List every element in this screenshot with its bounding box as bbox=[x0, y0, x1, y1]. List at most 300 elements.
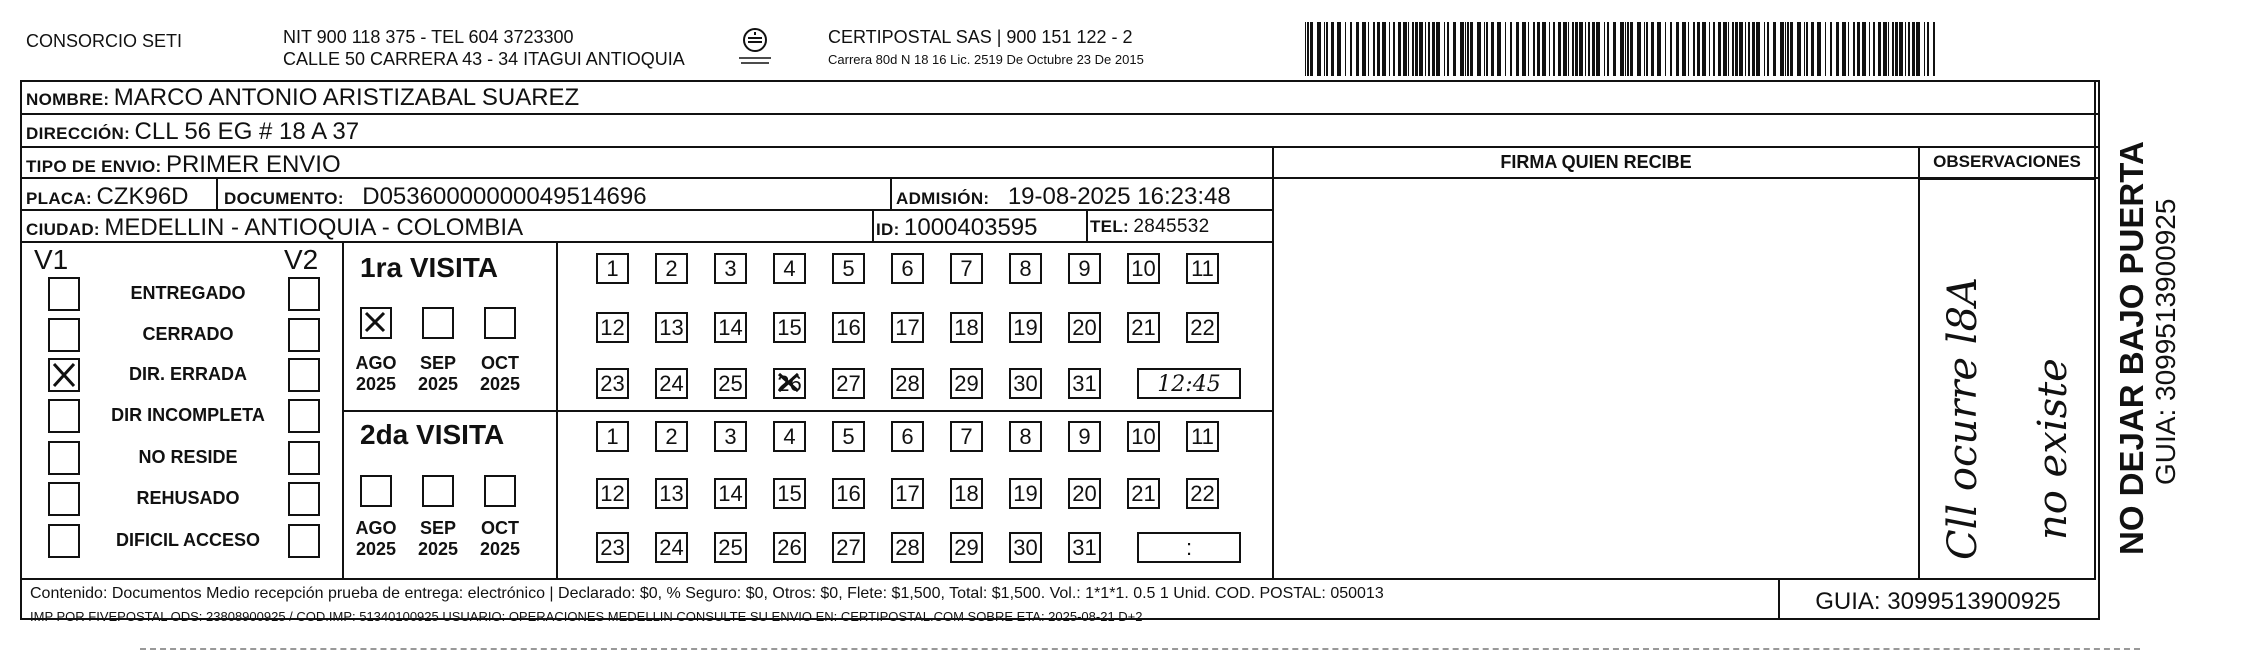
month-name: SEP bbox=[419, 518, 457, 538]
status-v1-checkbox[interactable] bbox=[48, 524, 80, 558]
observation-line-2: no existe bbox=[2030, 358, 2076, 540]
day-box[interactable] bbox=[773, 312, 806, 343]
day-box[interactable] bbox=[655, 478, 688, 509]
barcode-bar bbox=[1657, 22, 1661, 76]
day-number: 21 bbox=[1131, 315, 1156, 340]
barcode-bar bbox=[1542, 22, 1546, 76]
status-label: DIR INCOMPLETA bbox=[111, 405, 265, 425]
company-name: CONSORCIO SETI bbox=[26, 31, 183, 51]
day-number: 15 bbox=[777, 481, 802, 506]
barcode-bar bbox=[1428, 22, 1430, 76]
tel-content bbox=[1090, 216, 1210, 238]
day-number: 7 bbox=[960, 256, 973, 281]
day-number: 27 bbox=[836, 535, 861, 560]
day-number: 4 bbox=[783, 424, 796, 449]
barcode-bar bbox=[1912, 22, 1915, 76]
day-number: 12 bbox=[600, 481, 625, 506]
day-number: 29 bbox=[954, 371, 979, 396]
status-v1-checkbox[interactable] bbox=[48, 441, 80, 475]
barcode-bar bbox=[1787, 22, 1789, 76]
barcode-bar bbox=[1670, 22, 1672, 76]
status-v2-checkbox[interactable] bbox=[288, 277, 320, 311]
day-box[interactable] bbox=[596, 421, 629, 452]
day-number: 22 bbox=[1190, 481, 1215, 506]
barcode-bar bbox=[1817, 22, 1821, 76]
observations-header-line bbox=[1920, 178, 2094, 180]
day-box[interactable] bbox=[1068, 312, 1101, 343]
day-box[interactable] bbox=[832, 478, 865, 509]
month-name: OCT bbox=[481, 353, 519, 373]
day-number: 5 bbox=[842, 424, 855, 449]
day-box[interactable] bbox=[773, 532, 806, 563]
status-label: CERRADO bbox=[142, 324, 234, 344]
day-box[interactable] bbox=[1009, 253, 1042, 284]
carrier-line: CERTIPOSTAL SAS | 900 151 122 - 2 bbox=[828, 27, 1133, 47]
day-number: 1 bbox=[606, 424, 619, 449]
barcode-bar bbox=[1568, 22, 1569, 76]
barcode-bar bbox=[1553, 22, 1555, 76]
barcode-bar bbox=[1337, 22, 1341, 76]
barcode-bar bbox=[1408, 22, 1409, 76]
day-box[interactable] bbox=[891, 312, 924, 343]
barcode-bar bbox=[1604, 22, 1605, 76]
barcode-bar bbox=[1905, 22, 1906, 76]
status-v2-checkbox[interactable] bbox=[288, 482, 320, 516]
day-number: 17 bbox=[895, 481, 920, 506]
barcode-bar bbox=[1908, 22, 1910, 76]
barcode-bar bbox=[1836, 22, 1839, 76]
barcode-bar bbox=[1356, 22, 1359, 76]
barcode-bar bbox=[1572, 22, 1574, 76]
day-box[interactable] bbox=[773, 421, 806, 452]
city-label: CIUDAD: bbox=[26, 220, 100, 239]
admission-content bbox=[896, 183, 1231, 211]
month-name: OCT bbox=[481, 518, 519, 538]
barcode-bar bbox=[1899, 22, 1903, 76]
day-number: 11 bbox=[1191, 424, 1214, 449]
v1-header: V1 bbox=[34, 244, 69, 275]
barcode-bar bbox=[1718, 22, 1721, 76]
day-number: 3 bbox=[724, 424, 737, 449]
barcode-bar bbox=[1505, 22, 1506, 76]
day-box[interactable] bbox=[950, 368, 983, 399]
day-box[interactable] bbox=[655, 368, 688, 399]
day-number: 17 bbox=[895, 315, 920, 340]
barcode-bar bbox=[1444, 22, 1445, 76]
day-box[interactable] bbox=[773, 368, 806, 399]
recipient-address: CLL 56 EG # 18 A 37 bbox=[134, 118, 360, 145]
month-year: 2025 bbox=[479, 374, 521, 394]
month-checkbox[interactable] bbox=[360, 307, 392, 339]
tel-label: TEL: bbox=[1090, 217, 1129, 236]
day-box[interactable] bbox=[891, 532, 924, 563]
barcode-bar bbox=[1447, 22, 1449, 76]
day-box[interactable] bbox=[832, 421, 865, 452]
barcode-bar bbox=[1895, 22, 1898, 76]
day-number: 27 bbox=[836, 371, 861, 396]
day-box[interactable] bbox=[714, 532, 747, 563]
day-number: 31 bbox=[1072, 535, 1097, 560]
footer-print-line: IMP POR FIVEPOSTAL ODS: 23808900925 / COD.IMP: 51340100925 USUARIO: OPERACIONES MEDELLIN CONSULTE SU ENVIO EN: CERTIPOSTAL.COM SOBRE ETA: 2025-08-21 D+2 bbox=[30, 609, 1143, 624]
barcode-bar bbox=[1811, 22, 1814, 76]
barcode-bar bbox=[1368, 22, 1369, 76]
status-v1-checkbox[interactable] bbox=[48, 482, 80, 516]
day-box[interactable] bbox=[655, 312, 688, 343]
status-v1-checkbox[interactable] bbox=[48, 399, 80, 433]
barcode-bar bbox=[1453, 22, 1456, 76]
barcode-bar bbox=[1735, 22, 1738, 76]
status-label: ENTREGADO bbox=[130, 283, 246, 303]
day-number: 7 bbox=[960, 424, 973, 449]
barcode-bar bbox=[1563, 22, 1567, 76]
day-box[interactable] bbox=[714, 253, 747, 284]
day-box[interactable] bbox=[1068, 253, 1101, 284]
status-v1-checkbox[interactable] bbox=[48, 358, 80, 392]
time-box[interactable] bbox=[1137, 368, 1241, 399]
month-checkbox[interactable] bbox=[422, 307, 454, 339]
barcode-bar bbox=[1419, 22, 1423, 76]
barcode-bar bbox=[1688, 22, 1689, 76]
day-box[interactable] bbox=[891, 478, 924, 509]
barcode-bar bbox=[1307, 22, 1309, 76]
day-box[interactable] bbox=[773, 253, 806, 284]
barcode-bar bbox=[1537, 22, 1540, 76]
month-label bbox=[346, 518, 406, 560]
day-box[interactable] bbox=[1186, 312, 1219, 343]
day-box[interactable] bbox=[891, 253, 924, 284]
day-box[interactable] bbox=[714, 421, 747, 452]
plate-value: CZK96D bbox=[96, 183, 189, 210]
month-checkbox[interactable] bbox=[484, 475, 516, 507]
status-v1-checkbox[interactable] bbox=[48, 318, 80, 352]
barcode-bar bbox=[1857, 22, 1860, 76]
day-number: 18 bbox=[954, 315, 979, 340]
day-number: 4 bbox=[783, 256, 796, 281]
day-number: 30 bbox=[1013, 535, 1038, 560]
city-value: MEDELLIN - ANTIOQUIA - COLOMBIA bbox=[104, 214, 524, 241]
barcode-bar bbox=[1592, 22, 1595, 76]
barcode-bar bbox=[1516, 22, 1519, 76]
barcode-bar bbox=[1620, 22, 1624, 76]
status-v2-checkbox[interactable] bbox=[288, 399, 320, 433]
barcode-bar bbox=[1883, 22, 1887, 76]
document-content bbox=[224, 183, 647, 211]
day-box[interactable] bbox=[950, 312, 983, 343]
barcode-bar bbox=[1470, 22, 1473, 76]
day-number: 10 bbox=[1131, 424, 1156, 449]
barcode-bar bbox=[1773, 22, 1776, 76]
barcode bbox=[1305, 22, 1935, 76]
month-name: AGO bbox=[355, 353, 397, 373]
barcode-bar bbox=[1728, 22, 1729, 76]
barcode-bar bbox=[1398, 22, 1401, 76]
barcode-bar bbox=[1646, 22, 1648, 76]
day-number: 24 bbox=[659, 371, 684, 396]
barcode-bar bbox=[1362, 22, 1366, 76]
footer-top-line bbox=[20, 578, 2096, 580]
day-box[interactable] bbox=[1068, 368, 1101, 399]
day-box[interactable] bbox=[1127, 478, 1160, 509]
barcode-bar bbox=[1630, 22, 1633, 76]
barcode-bar bbox=[1702, 22, 1706, 76]
barcode-bar bbox=[1310, 22, 1313, 76]
day-box[interactable] bbox=[596, 478, 629, 509]
barcode-bar bbox=[1927, 22, 1929, 76]
day-box[interactable] bbox=[950, 253, 983, 284]
day-box[interactable] bbox=[1186, 478, 1219, 509]
day-number: 20 bbox=[1072, 315, 1097, 340]
day-number: 26 bbox=[777, 535, 802, 560]
status-label: DIR. ERRADA bbox=[128, 364, 247, 384]
nit-line: NIT 900 118 375 - TEL 604 3723300 bbox=[283, 27, 574, 47]
barcode-bar bbox=[1756, 22, 1760, 76]
status-v2-checkbox[interactable] bbox=[288, 318, 320, 352]
barcode-bar bbox=[1326, 22, 1328, 76]
day-number: 9 bbox=[1078, 256, 1091, 281]
day-number: 23 bbox=[600, 535, 625, 560]
day-number: 28 bbox=[895, 371, 920, 396]
barcode-bar bbox=[1373, 22, 1375, 76]
month-label bbox=[346, 353, 406, 395]
day-number: 16 bbox=[836, 481, 861, 506]
footer-content-line: Contenido: Documentos Medio recepción prueba de entrega: electrónico | Declarado: $0, % Seguro: $0, Otros: $0, Flete: $1,500, Total: $1,500. Vol.: 1*1*1. 0.5 1 Unid. COD. POSTAL: 050013 bbox=[30, 585, 1384, 602]
month-label bbox=[470, 518, 530, 560]
barcode-bar bbox=[1745, 22, 1746, 76]
barcode-bar bbox=[1317, 22, 1321, 76]
status-v2-checkbox[interactable] bbox=[288, 358, 320, 392]
barcode-bar bbox=[1436, 22, 1440, 76]
status-label: REHUSADO bbox=[136, 488, 240, 508]
month-year: 2025 bbox=[355, 374, 397, 394]
barcode-bar bbox=[1764, 22, 1765, 76]
barcode-bar bbox=[1767, 22, 1769, 76]
month-checkbox[interactable] bbox=[360, 475, 392, 507]
barcode-bar bbox=[1350, 22, 1352, 76]
day-number: 10 bbox=[1131, 256, 1156, 281]
visit1-title: 1ra VISITA bbox=[360, 252, 498, 283]
barcode-bar bbox=[1345, 22, 1346, 76]
barcode-bar bbox=[1892, 22, 1894, 76]
day-box[interactable] bbox=[596, 368, 629, 399]
barcode-bar bbox=[1491, 22, 1494, 76]
visit-separator bbox=[342, 410, 1274, 412]
day-box[interactable] bbox=[950, 421, 983, 452]
barcode-bar bbox=[1331, 22, 1334, 76]
barcode-bar bbox=[1739, 22, 1743, 76]
day-number: 25 bbox=[718, 371, 743, 396]
day-number: 6 bbox=[901, 256, 914, 281]
day-box[interactable] bbox=[655, 532, 688, 563]
day-box[interactable] bbox=[714, 478, 747, 509]
recipient-name: MARCO ANTONIO ARISTIZABAL SUAREZ bbox=[113, 84, 580, 111]
status-v1-checkbox[interactable] bbox=[48, 277, 80, 311]
visit2-title: 2da VISITA bbox=[360, 419, 505, 450]
barcode-bar bbox=[1549, 22, 1550, 76]
barcode-bar bbox=[1806, 22, 1808, 76]
day-box[interactable] bbox=[714, 312, 747, 343]
day-number: 15 bbox=[777, 315, 802, 340]
day-box[interactable] bbox=[1009, 421, 1042, 452]
send-type-content bbox=[26, 151, 341, 179]
month-year: 2025 bbox=[355, 539, 397, 559]
v2-header: V2 bbox=[284, 244, 319, 275]
barcode-bar bbox=[1432, 22, 1435, 76]
day-box[interactable] bbox=[1127, 253, 1160, 284]
admission-label: ADMISIÓN: bbox=[896, 189, 990, 208]
barcode-bar bbox=[1916, 22, 1920, 76]
city-content bbox=[26, 214, 523, 242]
day-box[interactable] bbox=[596, 253, 629, 284]
day-number: 29 bbox=[954, 535, 979, 560]
day-number: 28 bbox=[895, 535, 920, 560]
day-box[interactable] bbox=[1068, 532, 1101, 563]
barcode-bar bbox=[1377, 22, 1380, 76]
plate-content bbox=[26, 183, 189, 211]
barcode-bar bbox=[1585, 22, 1586, 76]
day-number: 6 bbox=[901, 424, 914, 449]
day-number: 20 bbox=[1072, 481, 1097, 506]
barcode-bar bbox=[1522, 22, 1526, 76]
id-label: ID: bbox=[876, 220, 900, 239]
footer-guia: GUIA: 3099513900925 bbox=[1815, 588, 2061, 615]
day-box[interactable] bbox=[891, 368, 924, 399]
month-label bbox=[408, 353, 468, 395]
status-v2-checkbox[interactable] bbox=[288, 441, 320, 475]
day-box[interactable] bbox=[1009, 312, 1042, 343]
barcode-bar bbox=[1579, 22, 1583, 76]
barcode-bar bbox=[1790, 22, 1793, 76]
plate-divider bbox=[216, 179, 218, 211]
id-value: 1000403595 bbox=[904, 214, 1038, 241]
barcode-bar bbox=[1305, 22, 1306, 76]
day-number: 14 bbox=[718, 481, 743, 506]
day-number: 11 bbox=[1191, 256, 1214, 281]
day-box[interactable] bbox=[596, 532, 629, 563]
day-box[interactable] bbox=[832, 368, 865, 399]
day-number: 19 bbox=[1013, 481, 1038, 506]
day-box[interactable] bbox=[655, 421, 688, 452]
day-number: 1 bbox=[606, 256, 619, 281]
month-checkbox[interactable] bbox=[422, 475, 454, 507]
barcode-bar bbox=[1465, 22, 1466, 76]
barcode-bar bbox=[1644, 22, 1645, 76]
month-checkbox[interactable] bbox=[484, 307, 516, 339]
barcode-bar bbox=[1393, 22, 1395, 76]
day-box[interactable] bbox=[950, 478, 983, 509]
month-name: AGO bbox=[355, 518, 397, 538]
sender-address-line: CALLE 50 CARRERA 43 - 34 ITAGUI ANTIOQUIA bbox=[283, 49, 685, 69]
month-year: 2025 bbox=[417, 539, 459, 559]
barcode-bar bbox=[1528, 22, 1529, 76]
admission-divider bbox=[890, 179, 892, 211]
document-label: DOCUMENTO: bbox=[224, 189, 344, 208]
observations-header: OBSERVACIONES bbox=[1933, 152, 2081, 171]
barcode-bar bbox=[1425, 22, 1426, 76]
day-box[interactable] bbox=[714, 368, 747, 399]
side-notice: NO DEJAR BAJO PUERTA bbox=[2113, 141, 2150, 555]
day-box[interactable] bbox=[1009, 532, 1042, 563]
month-year: 2025 bbox=[417, 374, 459, 394]
day-number: 16 bbox=[836, 315, 861, 340]
barcode-bar bbox=[1682, 22, 1686, 76]
barcode-bar bbox=[1797, 22, 1801, 76]
day-box[interactable] bbox=[1186, 421, 1219, 452]
day-number: 9 bbox=[1078, 424, 1091, 449]
day-box[interactable] bbox=[596, 312, 629, 343]
send-type-label: TIPO DE ENVIO: bbox=[26, 157, 162, 176]
barcode-bar bbox=[1415, 22, 1418, 76]
barcode-bar bbox=[1709, 22, 1710, 76]
document-value: D05360000000049514696 bbox=[362, 183, 647, 210]
observations-right-divider bbox=[2094, 80, 2096, 580]
day-number: 26 bbox=[777, 371, 802, 396]
day-number: 14 bbox=[718, 315, 743, 340]
barcode-bar bbox=[1888, 22, 1889, 76]
day-box[interactable] bbox=[832, 532, 865, 563]
day-box[interactable] bbox=[655, 253, 688, 284]
day-box[interactable] bbox=[773, 478, 806, 509]
address-row-content bbox=[26, 118, 359, 146]
day-box[interactable] bbox=[1068, 478, 1101, 509]
tel-divider bbox=[1086, 211, 1088, 243]
name-label: NOMBRE: bbox=[26, 90, 110, 109]
day-number: 13 bbox=[659, 481, 684, 506]
barcode-bar bbox=[1853, 22, 1855, 76]
visit-days-divider bbox=[556, 243, 558, 578]
day-number: 22 bbox=[1190, 315, 1215, 340]
day-number: 8 bbox=[1019, 424, 1032, 449]
day-box[interactable] bbox=[950, 532, 983, 563]
day-number: 21 bbox=[1131, 481, 1156, 506]
status-v2-checkbox[interactable] bbox=[288, 524, 320, 558]
barcode-bar bbox=[1676, 22, 1679, 76]
barcode-bar bbox=[1613, 22, 1616, 76]
day-box[interactable] bbox=[1009, 368, 1042, 399]
day-number: 25 bbox=[718, 535, 743, 560]
barcode-bar bbox=[1625, 22, 1626, 76]
month-year: 2025 bbox=[479, 539, 521, 559]
barcode-bar bbox=[1588, 22, 1590, 76]
barcode-bar bbox=[1484, 22, 1485, 76]
barcode-bar bbox=[1842, 22, 1846, 76]
day-box[interactable] bbox=[1127, 312, 1160, 343]
day-box[interactable] bbox=[1009, 478, 1042, 509]
cut-line bbox=[140, 648, 2140, 650]
day-number: 23 bbox=[600, 371, 625, 396]
barcode-bar bbox=[1533, 22, 1535, 76]
day-box[interactable] bbox=[1068, 421, 1101, 452]
day-box[interactable] bbox=[891, 421, 924, 452]
day-box[interactable] bbox=[832, 312, 865, 343]
day-box[interactable] bbox=[1127, 421, 1160, 452]
barcode-bar bbox=[1460, 22, 1464, 76]
month-label bbox=[470, 353, 530, 395]
month-label bbox=[408, 518, 468, 560]
barcode-bar bbox=[1713, 22, 1715, 76]
barcode-bar bbox=[1558, 22, 1561, 76]
barcode-bar bbox=[1933, 22, 1935, 76]
day-box[interactable] bbox=[1186, 253, 1219, 284]
barcode-bar bbox=[1575, 22, 1578, 76]
barcode-bar bbox=[1697, 22, 1700, 76]
barcode-bar bbox=[1510, 22, 1512, 76]
time-box[interactable] bbox=[1137, 532, 1241, 563]
day-number: 3 bbox=[724, 256, 737, 281]
license-line: Carrera 80d N 18 16 Lic. 2519 De Octubre 23 De 2015 bbox=[828, 52, 1144, 67]
day-box[interactable] bbox=[832, 253, 865, 284]
barcode-bar bbox=[1497, 22, 1501, 76]
id-content bbox=[876, 214, 1038, 242]
